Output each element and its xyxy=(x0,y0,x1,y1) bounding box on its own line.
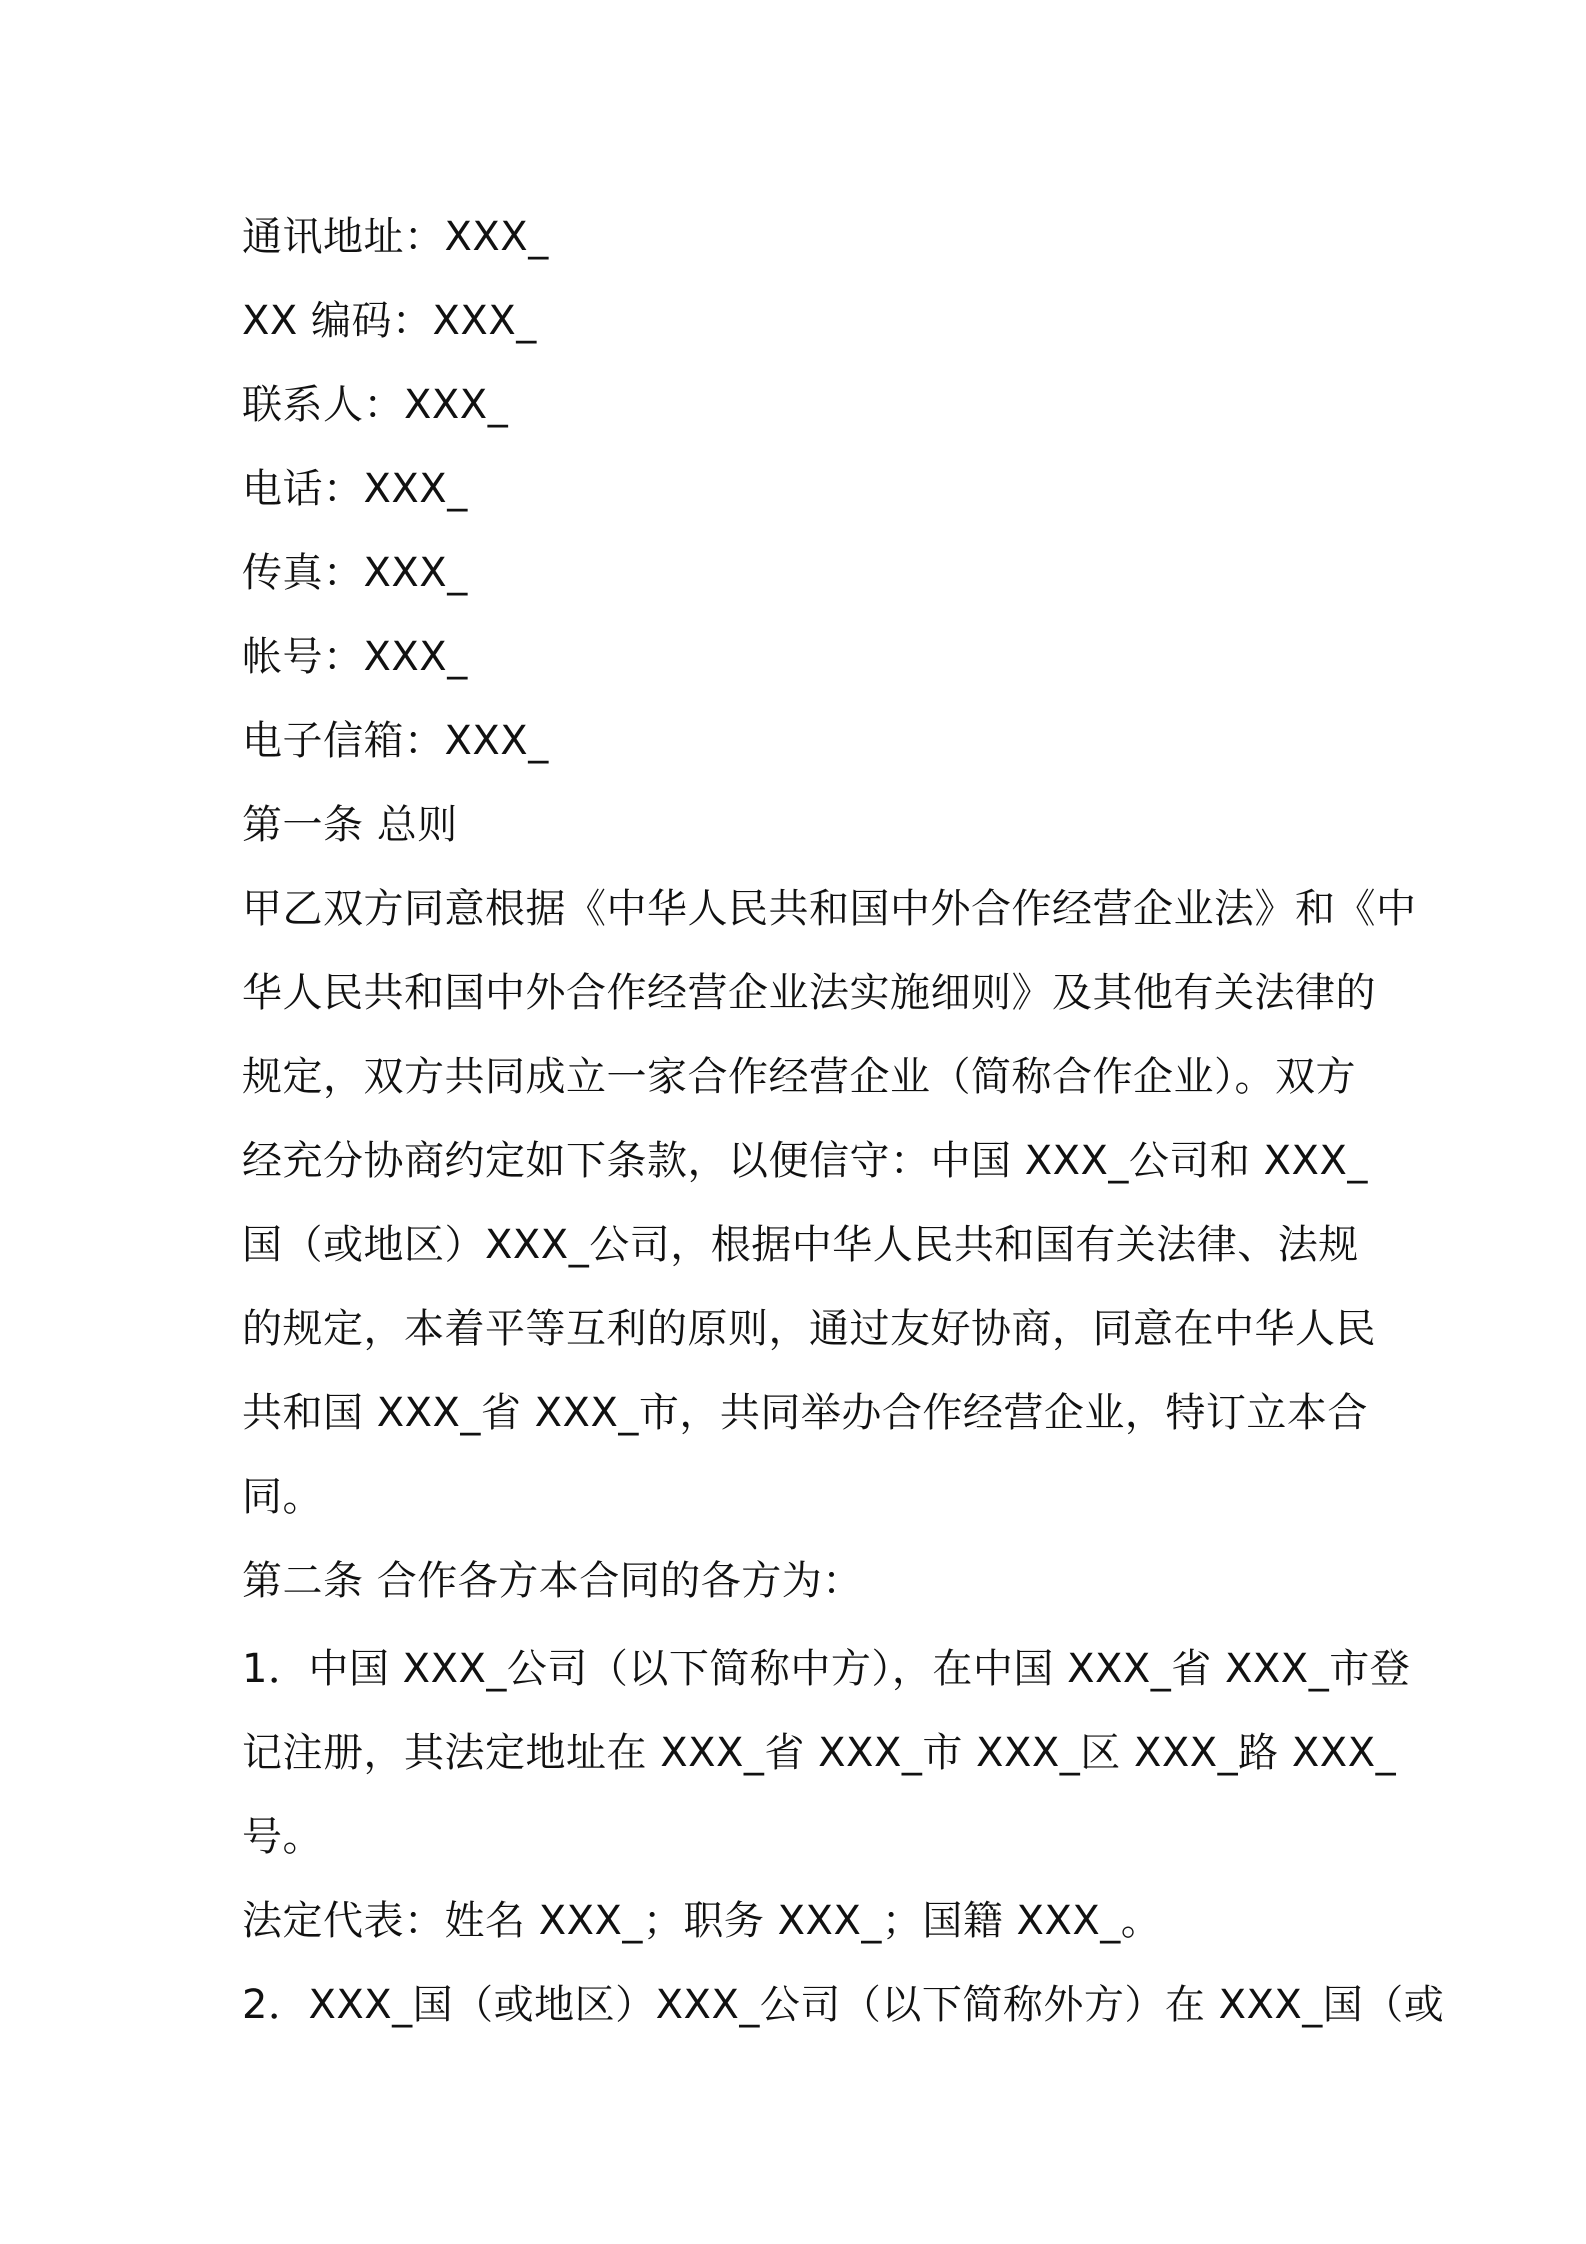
article2-item1 xyxy=(242,1627,1411,1879)
article2-heading: 第二条 合作各方本合同的各方为： xyxy=(242,1558,863,1604)
contact-phone: 电话：XXX_ xyxy=(242,466,468,512)
contact-person: 联系人：XXX_ xyxy=(242,382,509,428)
paragraph-line: 经充分协商约定如下条款，以便信守：中国 XXX_公司和 XXX_ xyxy=(242,1138,1368,1184)
paragraph-line: 1．中国 XXX_公司（以下简称中方），在中国 XXX_省 XXX_市登 xyxy=(242,1646,1411,1692)
contact-account: 帐号：XXX_ xyxy=(242,634,468,680)
contact-address: 通讯地址：XXX_ xyxy=(242,214,549,260)
paragraph-line: 国（或地区）XXX_公司，根据中华人民共和国有关法律、法规 xyxy=(242,1222,1359,1268)
contact-fax: 传真：XXX_ xyxy=(242,550,468,596)
paragraph-line: 共和国 XXX_省 XXX_市，共同举办合作经营企业，特订立本合 xyxy=(242,1390,1368,1436)
contact-postcode: XX 编码：XXX_ xyxy=(242,298,537,344)
paragraph-line: 记注册，其法定地址在 XXX_省 XXX_市 XXX_区 XXX_路 XXX_ xyxy=(242,1730,1397,1776)
paragraph-line: 甲乙双方同意根据《中华人民共和国中外合作经营企业法》和《中 xyxy=(242,886,1417,932)
article2-item2: 2．XXX_国（或地区）XXX_公司（以下简称外方）在 XXX_国（或 xyxy=(242,1982,1445,2028)
paragraph-line: 同。 xyxy=(242,1474,323,1520)
paragraph-line: 号。 xyxy=(242,1814,323,1860)
legal-representative: 法定代表：姓名 XXX_；职务 XXX_；国籍 XXX_。 xyxy=(242,1898,1162,1944)
document-page xyxy=(242,195,1445,2047)
contact-email: 电子信箱：XXX_ xyxy=(242,718,549,764)
paragraph-line: 华人民共和国中外合作经营企业法实施细则》及其他有关法律的 xyxy=(242,970,1376,1016)
article1-heading: 第一条 总则 xyxy=(242,802,458,848)
paragraph-line: 规定，双方共同成立一家合作经营企业（简称合作企业）。双方 xyxy=(242,1054,1356,1100)
article1-paragraph xyxy=(242,867,1417,1539)
paragraph-line: 的规定，本着平等互利的原则，通过友好协商，同意在中华人民 xyxy=(242,1306,1376,1352)
